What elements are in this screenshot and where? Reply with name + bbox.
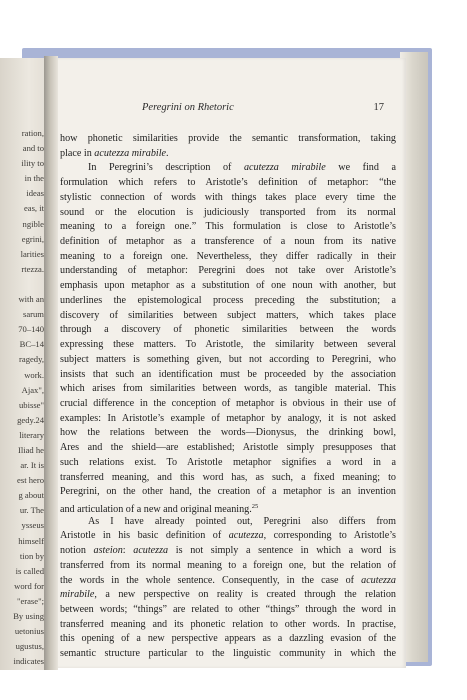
text-line: Peregrini, on the other hand, the creation of a metaphor is an invention bbox=[60, 486, 396, 498]
left-page-line: egrini, bbox=[21, 233, 44, 244]
text-line: examples: In Aristotle’s example of metaphor by analogy, it is not asked bbox=[60, 412, 396, 424]
left-page-line: in the bbox=[24, 173, 44, 184]
left-page-line: ngible bbox=[22, 218, 44, 229]
left-page-line: ar. It is bbox=[20, 460, 44, 471]
text-line: this opening of a new perspective appears as a dazzling evasion of the bbox=[60, 633, 396, 645]
text-line: In Peregrini’s description of acutezza mirabile we find a bbox=[88, 162, 396, 174]
text-line: expressing these matters. To Aristotle, the similarity between several bbox=[60, 339, 396, 351]
text-line: how the relations between the words—Dionysus, the drinking bowl, bbox=[60, 427, 396, 439]
text-line: how phonetic similarities provide the semantic transformation, taking bbox=[60, 133, 396, 144]
left-page-line bbox=[0, 277, 44, 292]
running-head-title: Peregrini on Rhetoric bbox=[142, 102, 234, 113]
left-page-line: uetonius bbox=[14, 626, 44, 637]
left-page-line: ration, bbox=[21, 128, 44, 138]
left-page-line: ility to bbox=[21, 158, 44, 169]
left-page-line: larities bbox=[20, 248, 44, 259]
text-line: the words in the whole sentence. Consequently, in the case of acutezza bbox=[60, 574, 396, 586]
left-page-line: tion by bbox=[19, 550, 44, 561]
page-number: 17 bbox=[373, 102, 384, 113]
text-line: underlines the epistemological process preceding the substitution; a bbox=[60, 294, 396, 306]
left-page-line: Iliad he bbox=[17, 444, 44, 455]
text-line: such relations exist. To Aristotle metaphor signifies a word in a bbox=[60, 456, 396, 468]
left-page-line: gedy.24 bbox=[17, 414, 44, 425]
left-page-line: BC–14 bbox=[19, 339, 44, 350]
left-page-line: ragedy, bbox=[19, 354, 44, 365]
text-line: As I have already pointed out, Peregrini also differs from bbox=[88, 515, 396, 527]
left-page-line: with an bbox=[18, 294, 44, 305]
text-line: emphasis upon metaphor as a substitution of one noun with another, but bbox=[60, 280, 396, 292]
left-page-line: sarum bbox=[22, 309, 44, 320]
left-page-line: est hero bbox=[17, 475, 44, 486]
left-page-line: literary bbox=[19, 429, 44, 440]
text-line: understanding of metaphor: Peregrini does not take over Aristotle’s bbox=[60, 265, 396, 277]
left-page bbox=[0, 58, 48, 670]
text-line: meaning to a foreign one. Nevertheless, they differ radically in their bbox=[60, 250, 396, 262]
text-line: discovery of similarities between subject matters, which takes place bbox=[60, 309, 396, 321]
left-page-line: Ajax", bbox=[21, 384, 44, 395]
text-line: semantic structure particular to the linguistic community in which the bbox=[60, 648, 396, 660]
right-page bbox=[52, 58, 406, 668]
left-page-line: ubisse" bbox=[19, 399, 44, 410]
left-page-line: ysseus bbox=[21, 520, 44, 531]
body-text bbox=[60, 132, 396, 662]
text-line: Ares and the shield—are established; Aristotle simply presupposes that bbox=[60, 442, 396, 454]
text-line: mirabile, a new perspective on reality is created through the relation bbox=[60, 589, 396, 601]
left-page-line: rtezza. bbox=[21, 263, 44, 274]
left-page-line: g about bbox=[18, 490, 44, 501]
text-line: and articulation of a new and original meaning.$^{25}$ bbox=[60, 502, 259, 515]
text-line: notion asteion: acutezza is not simply a sentence in which a word is bbox=[60, 545, 396, 557]
text-line: sound or the elocution is judiciously transported from its normal bbox=[60, 206, 396, 218]
text-line: between words; “things” are related to other “things” through the word in bbox=[60, 604, 396, 615]
left-page-line: 70–140 bbox=[18, 324, 44, 335]
left-page-line: ugustus, bbox=[15, 641, 44, 652]
footnote-marker[interactable]: 25 bbox=[251, 502, 259, 510]
text-line: through a discovery of phonetic similarities between the words bbox=[60, 324, 396, 336]
text-line: meaning to a foreign one.” This formulation is close to Aristotle’s bbox=[60, 221, 396, 233]
text-line: place in acutezza mirabile. bbox=[60, 147, 169, 159]
text-line: definition of metaphor as a transference of a noun from its native bbox=[60, 236, 396, 248]
text-line: crucial difference in the conception of metaphor is obvious in their use of bbox=[60, 397, 396, 409]
left-page-text bbox=[0, 126, 44, 669]
left-page-line: is called bbox=[15, 565, 44, 576]
text-line: which arises from similarities between words, as tangible material. This bbox=[60, 383, 396, 395]
text-line: transferred from its normal meaning to a foreign one, but the relation of bbox=[60, 559, 396, 571]
left-page-line: work. bbox=[24, 369, 44, 380]
left-page-line: By using bbox=[13, 611, 44, 621]
left-page-line: ideas bbox=[26, 188, 44, 199]
text-line: subject matters is something given, but not according to Peregrini, who bbox=[60, 353, 396, 365]
text-line: transferred meaning and its phonetic relation to other words. In practise, bbox=[60, 618, 396, 630]
left-page-line: indicates bbox=[13, 656, 44, 667]
text-line: Aristotle in his basic definition of acutezza, corresponding to Aristotle’s bbox=[60, 530, 396, 542]
book-gutter bbox=[44, 56, 58, 670]
text-line: formulation which refers to Aristotle’s definition of metaphor: “the bbox=[60, 177, 396, 189]
left-page-line: word for bbox=[14, 580, 44, 591]
left-page-line: ur. The bbox=[19, 505, 44, 516]
left-page-line: eas, it bbox=[23, 203, 44, 214]
text-line: insists that such an identification must be proceeded by the association bbox=[60, 368, 396, 380]
left-page-line: "erase"; bbox=[16, 595, 44, 606]
text-line: transferred meaning, and this word has, as such, a fixed meaning; to bbox=[60, 471, 396, 483]
left-page-line: and to bbox=[22, 143, 44, 154]
text-line: stylistic connection of words with things takes place every time the bbox=[60, 191, 396, 203]
left-page-line: himself bbox=[18, 535, 44, 546]
